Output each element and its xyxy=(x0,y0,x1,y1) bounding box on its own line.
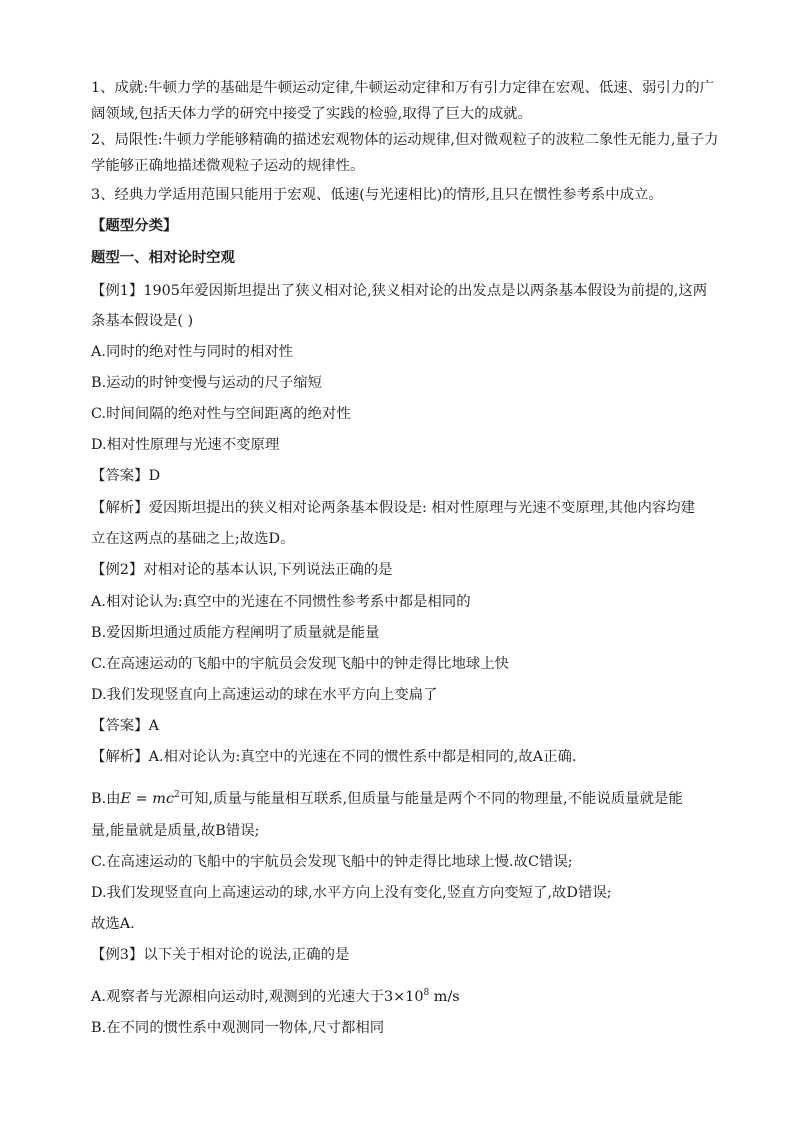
example2-answer: 【答案】A xyxy=(91,718,159,734)
example2-option-c: C.在高速运动的飞船中的宇航员会发现飞船中的钟走得比地球上快 xyxy=(91,656,510,672)
example2-analysis-c: C.在高速运动的飞船中的宇航员会发现飞船中的钟走得比地球上慢.故C错误; xyxy=(91,854,573,870)
example3-option-a xyxy=(91,983,733,1007)
example1-option-c: C.时间间隔的绝对性与空间距离的绝对性 xyxy=(91,406,351,422)
example2-conclusion: 故选A. xyxy=(91,916,135,932)
example1-option-d: D.相对性原理与光速不变原理 xyxy=(91,437,280,453)
achievements-line-1: 1、成就:牛顿力学的基础是牛顿运动定律,牛顿运动定律和万有引力定律在宏观、低速、弱引力的广 xyxy=(91,80,714,96)
example1-analysis-line-1: 【解析】爱因斯坦提出的狭义相对论两条基本假设是: 相对性原理与光速不变原理,其他内容均建 xyxy=(91,500,696,516)
example1-analysis-line-2: 立在这两点的基础之上;故选D。 xyxy=(91,531,295,547)
example1-stem-line-2: 条基本假设是( ) xyxy=(91,313,194,329)
example1-option-b: B.运动的时钟变慢与运动的尺子缩短 xyxy=(91,375,323,391)
example3-option-b: B.在不同的惯性系中观测同一物体,尺寸都相同 xyxy=(91,1020,385,1036)
formula-energy: E xyxy=(120,791,132,807)
example2-analysis-d: D.我们发现竖直向上高速运动的球,水平方向上没有变化,竖直方向变短了,故D错误; xyxy=(91,885,612,901)
classification-heading: 【题型分类】 xyxy=(91,217,178,234)
scope-line: 3、经典力学适用范围只能用于宏观、低速(与光速相比)的情形,且只在惯性参考系中成立。 xyxy=(91,187,663,203)
example1-answer: 【答案】D xyxy=(91,468,161,484)
light-speed-exponent: 8 xyxy=(423,988,430,998)
example3-stem: 【例3】以下关于相对论的说法,正确的是 xyxy=(91,947,350,963)
limitations-line-2: 学能够正确地描述微观粒子运动的规律性。 xyxy=(91,158,365,174)
example2-analysis-b-line-2: 量,能量就是质量,故B错误; xyxy=(91,823,260,839)
example2-analysis-b xyxy=(91,785,733,809)
example1-option-a: A.同时的绝对性与同时的相对性 xyxy=(91,344,294,360)
achievements-line-2: 阔领域,包括天体力学的研究中接受了实践的检验,取得了巨大的成就。 xyxy=(91,106,532,122)
example2-analysis-a: 【解析】A.相对论认为:真空中的光速在不同的惯性系中都是相同的,故A正确. xyxy=(91,749,577,765)
example3-option-a-text: A.观察者与光源相向运动时,观测到的光速大于 xyxy=(91,989,384,1005)
example2-option-b: B.爱因斯坦通过质能方程阐明了质量就是能量 xyxy=(91,625,380,641)
analysis-b-suffix: 可知,质量与能量相互联系,但质量与能量是两个不同的物理量,不能说质量就是能 xyxy=(179,791,683,807)
example2-option-a: A.相对论认为:真空中的光速在不同惯性参考系中都是相同的 xyxy=(91,594,471,610)
example2-stem: 【例2】对相对论的基本认识,下列说法正确的是 xyxy=(91,562,393,578)
formula-equals: = xyxy=(131,791,153,807)
formula-exponent: 2 xyxy=(174,790,180,800)
formula-light-speed: c xyxy=(165,791,174,807)
type1-heading: 题型一、相对论时空观 xyxy=(91,249,235,266)
light-speed-value: 3×10 xyxy=(383,989,424,1005)
example1-stem-line-1: 【例1】1905年爱因斯坦提出了狭义相对论,狭义相对论的出发点是以两条基本假设为前提的,这两 xyxy=(91,283,708,299)
limitations-line-1: 2、局限性:牛顿力学能够精确的描述宏观物体的运动规律,但对微观粒子的波粒二象性无能力,量子力 xyxy=(91,132,719,148)
example2-option-d: D.我们发现竖直向上高速运动的球在水平方向上变扁了 xyxy=(91,687,438,703)
formula-mass: m xyxy=(152,791,166,807)
analysis-b-prefix: B.由 xyxy=(91,791,121,807)
light-speed-unit: m/s xyxy=(429,989,460,1005)
